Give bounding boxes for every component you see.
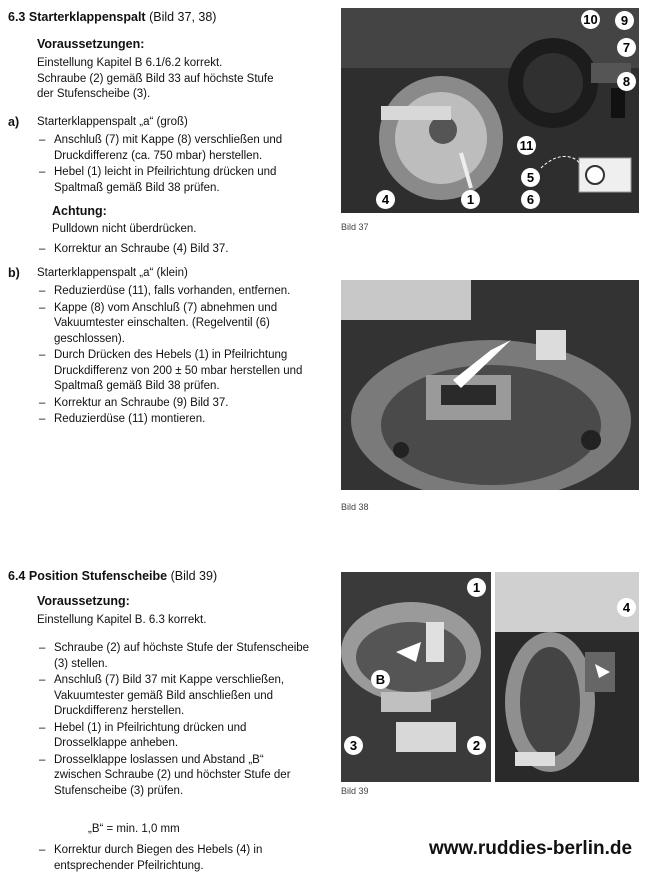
list-item: – Schraube (2) auf höchste Stufe der Stufenscheibe (3) stellen. <box>37 641 312 672</box>
callout-7: 7 <box>617 38 636 57</box>
callout-5: 5 <box>521 168 540 187</box>
item-a-label: a) <box>8 115 20 129</box>
list-item: – Korrektur durch Biegen des Hebels (4) in entsprechender Pfeilrichtung. <box>37 843 312 874</box>
figure-caption: Bild 39 <box>341 786 369 796</box>
callout-4: 4 <box>617 598 636 617</box>
figure-bild-39-left-photo <box>341 572 491 782</box>
section-6-4-list <box>37 641 312 800</box>
prereq-heading: Voraussetzung: <box>37 594 130 608</box>
list-item: – Durch Drücken des Hebels (1) in Pfeilrichtung Druckdifferenz von 200 ± 50 mbar herstellen und Spaltmaß gemäß Bild 38 prüfen. <box>37 348 312 395</box>
figure-bild-38-photo <box>341 280 639 490</box>
section-6-4-title <box>8 569 217 583</box>
list-item: – Reduzierdüse (11) montieren. <box>37 412 312 428</box>
callout-1: 1 <box>467 578 486 597</box>
website-url: www.ruddies-berlin.de <box>429 838 633 859</box>
section-number: 6.4 <box>8 569 26 583</box>
prereq-text: Einstellung Kapitel B. 6.3 korrekt. <box>37 614 207 626</box>
prereq-heading: Voraussetzungen: <box>37 37 145 51</box>
list-item: – Reduzierdüse (11), falls vorhanden, entfernen. <box>37 284 312 300</box>
achtung-heading: Achtung: <box>52 204 107 218</box>
callout-8: 8 <box>617 72 636 91</box>
list-item: – Korrektur an Schraube (9) Bild 37. <box>37 396 312 412</box>
callout-10: 10 <box>581 10 600 29</box>
item-b-title: Starterklappenspalt „a“ (klein) <box>37 267 188 279</box>
prereq-line: der Stufenscheibe (3). <box>37 88 151 100</box>
callout-1: 1 <box>461 190 480 209</box>
section-title: Starterklappenspalt <box>28 10 146 24</box>
figure-caption: Bild 38 <box>341 502 369 512</box>
item-a-list <box>37 133 312 197</box>
section-number: 6.3 <box>8 10 26 24</box>
callout-4: 4 <box>376 190 395 209</box>
callout-11: 11 <box>517 136 536 155</box>
figure-bild-37-photo <box>341 8 639 213</box>
item-b-label: b) <box>8 266 20 280</box>
section-ref: (Bild 37, 38) <box>149 10 217 24</box>
item-a-title: Starterklappenspalt „a“ (groß) <box>37 116 188 128</box>
section-6-3-title <box>8 10 216 24</box>
callout-9: 9 <box>615 11 634 30</box>
item-b-list <box>37 284 312 429</box>
list-item: – Hebel (1) leicht in Pfeilrichtung drücken und Spaltmaß gemäß Bild 38 prüfen. <box>37 165 312 196</box>
list-item: – Anschluß (7) Bild 37 mit Kappe verschließen, Vakuumtester gemäß Bild anschließen und Druckdifferenz herstellen. <box>37 673 312 720</box>
prereq-text <box>37 56 322 103</box>
section-title: Position Stufenscheibe <box>28 569 168 583</box>
list-item: – Kappe (8) vom Anschluß (7) abnehmen und Vakuumtester einschalten. (Regelventil (6) geschlossen). <box>37 301 312 348</box>
carburetor-closeup-graphic <box>341 280 639 490</box>
list-item: – Anschluß (7) mit Kappe (8) verschließen und Druckdifferenz (ca. 750 mbar) herstellen. <box>37 133 312 164</box>
item-a-list-last <box>37 242 312 259</box>
carburetor-photo-graphic <box>341 8 639 213</box>
section-ref: (Bild 39) <box>170 569 218 583</box>
achtung-text: Pulldown nicht überdrücken. <box>52 223 197 235</box>
section-6-4-list-last <box>37 843 312 875</box>
callout-3: 3 <box>344 736 363 755</box>
list-item: – Drosselklappe loslassen und Abstand „B“ zwischen Schraube (2) und höchster Stufe der Stufenscheibe (3) prüfen. <box>37 753 312 800</box>
prereq-line: Schraube (2) gemäß Bild 33 auf höchste Stufe <box>37 72 274 85</box>
list-item: – Hebel (1) in Pfeilrichtung drücken und Drosselklappe anheben. <box>37 721 312 752</box>
prereq-line: Einstellung Kapitel B 6.1/6.2 korrekt. <box>37 57 223 69</box>
callout-6: 6 <box>521 190 540 209</box>
figure-caption: Bild 37 <box>341 222 369 232</box>
callout-b: B <box>371 670 390 689</box>
callout-2: 2 <box>467 736 486 755</box>
figure-bild-39-right-photo <box>495 572 639 782</box>
formula: „B“ = min. 1,0 mm <box>88 823 180 835</box>
list-item: – Korrektur an Schraube (4) Bild 37. <box>37 242 312 258</box>
